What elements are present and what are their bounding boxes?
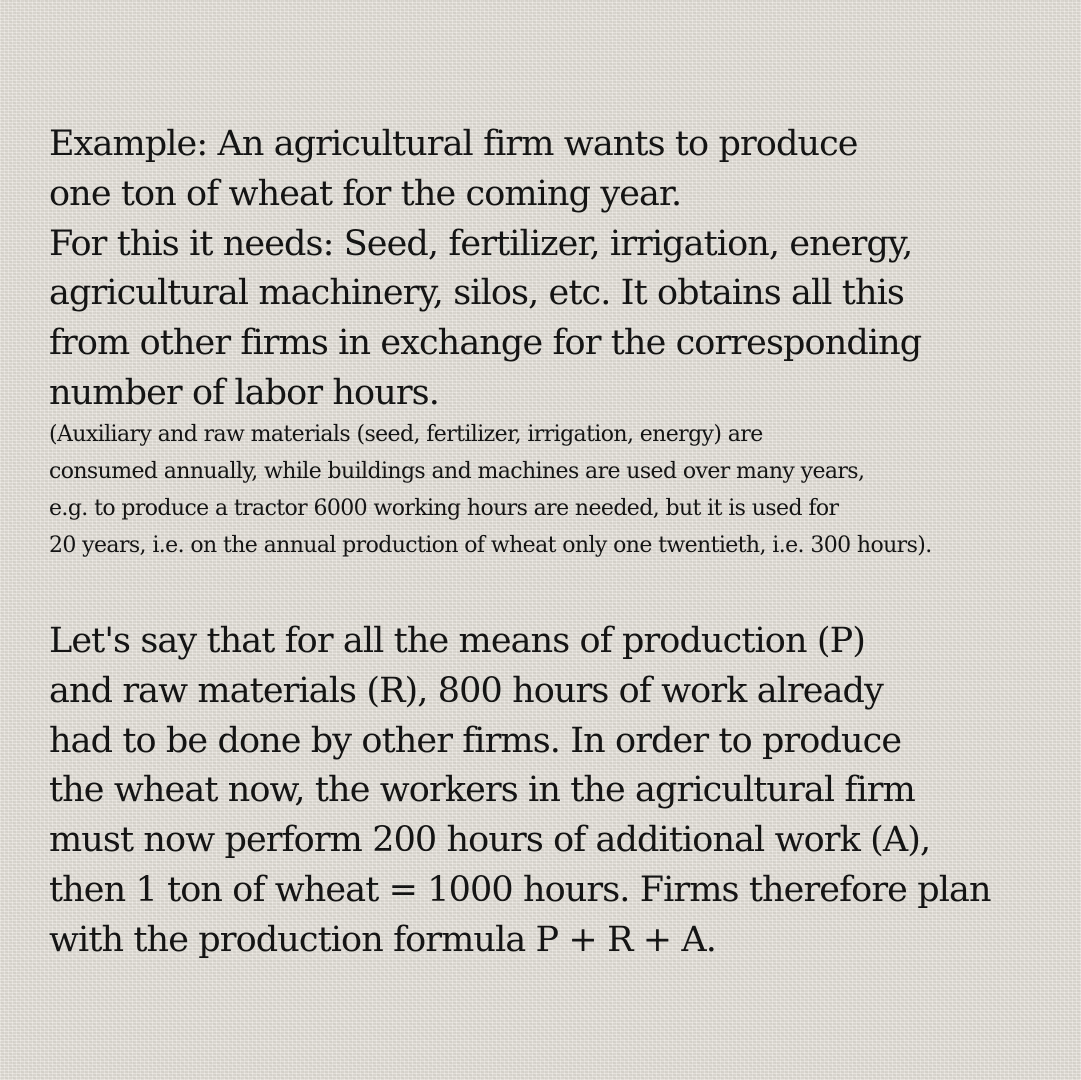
production-line-1: Let's say that for all the means of production (P) xyxy=(49,621,865,661)
example-line-3: For this it needs: Seed, fertilizer, irrigation, energy, xyxy=(49,223,913,264)
production-line-3: had to be done by other firms. In order to produce xyxy=(49,720,902,761)
production-line-2: and raw materials (R), 800 hours of work already xyxy=(49,670,883,711)
example-line-1: Example: An agricultural firm wants to produce xyxy=(49,124,858,164)
production-paragraph xyxy=(49,617,991,966)
production-line-5: must now perform 200 hours of additional work (A), xyxy=(49,820,931,861)
example-line-2: one ton of wheat for the coming year. xyxy=(49,173,682,214)
production-line-6: then 1 ton of wheat = 1000 hours. Firms therefore plan xyxy=(49,869,991,910)
example-line-5: from other firms in exchange for the corresponding xyxy=(49,323,922,364)
production-line-7: with the production formula P + R + A. xyxy=(49,919,717,960)
note-line-1: (Auxiliary and raw materials (seed, fertilizer, irrigation, energy) are xyxy=(49,422,763,447)
note-line-4: 20 years, i.e. on the annual production of wheat only one twentieth, i.e. 300 hours). xyxy=(49,533,932,558)
production-line-4: the wheat now, the workers in the agricultural firm xyxy=(49,770,915,811)
example-line-4: agricultural machinery, silos, etc. It obtains all this xyxy=(49,273,904,314)
example-line-6: number of labor hours. xyxy=(49,372,439,413)
note-paragraph xyxy=(49,416,932,564)
note-line-2: consumed annually, while buildings and machines are used over many years, xyxy=(49,459,865,484)
note-line-3: e.g. to produce a tractor 6000 working hours are needed, but it is used for xyxy=(49,496,839,521)
example-paragraph xyxy=(49,120,921,419)
